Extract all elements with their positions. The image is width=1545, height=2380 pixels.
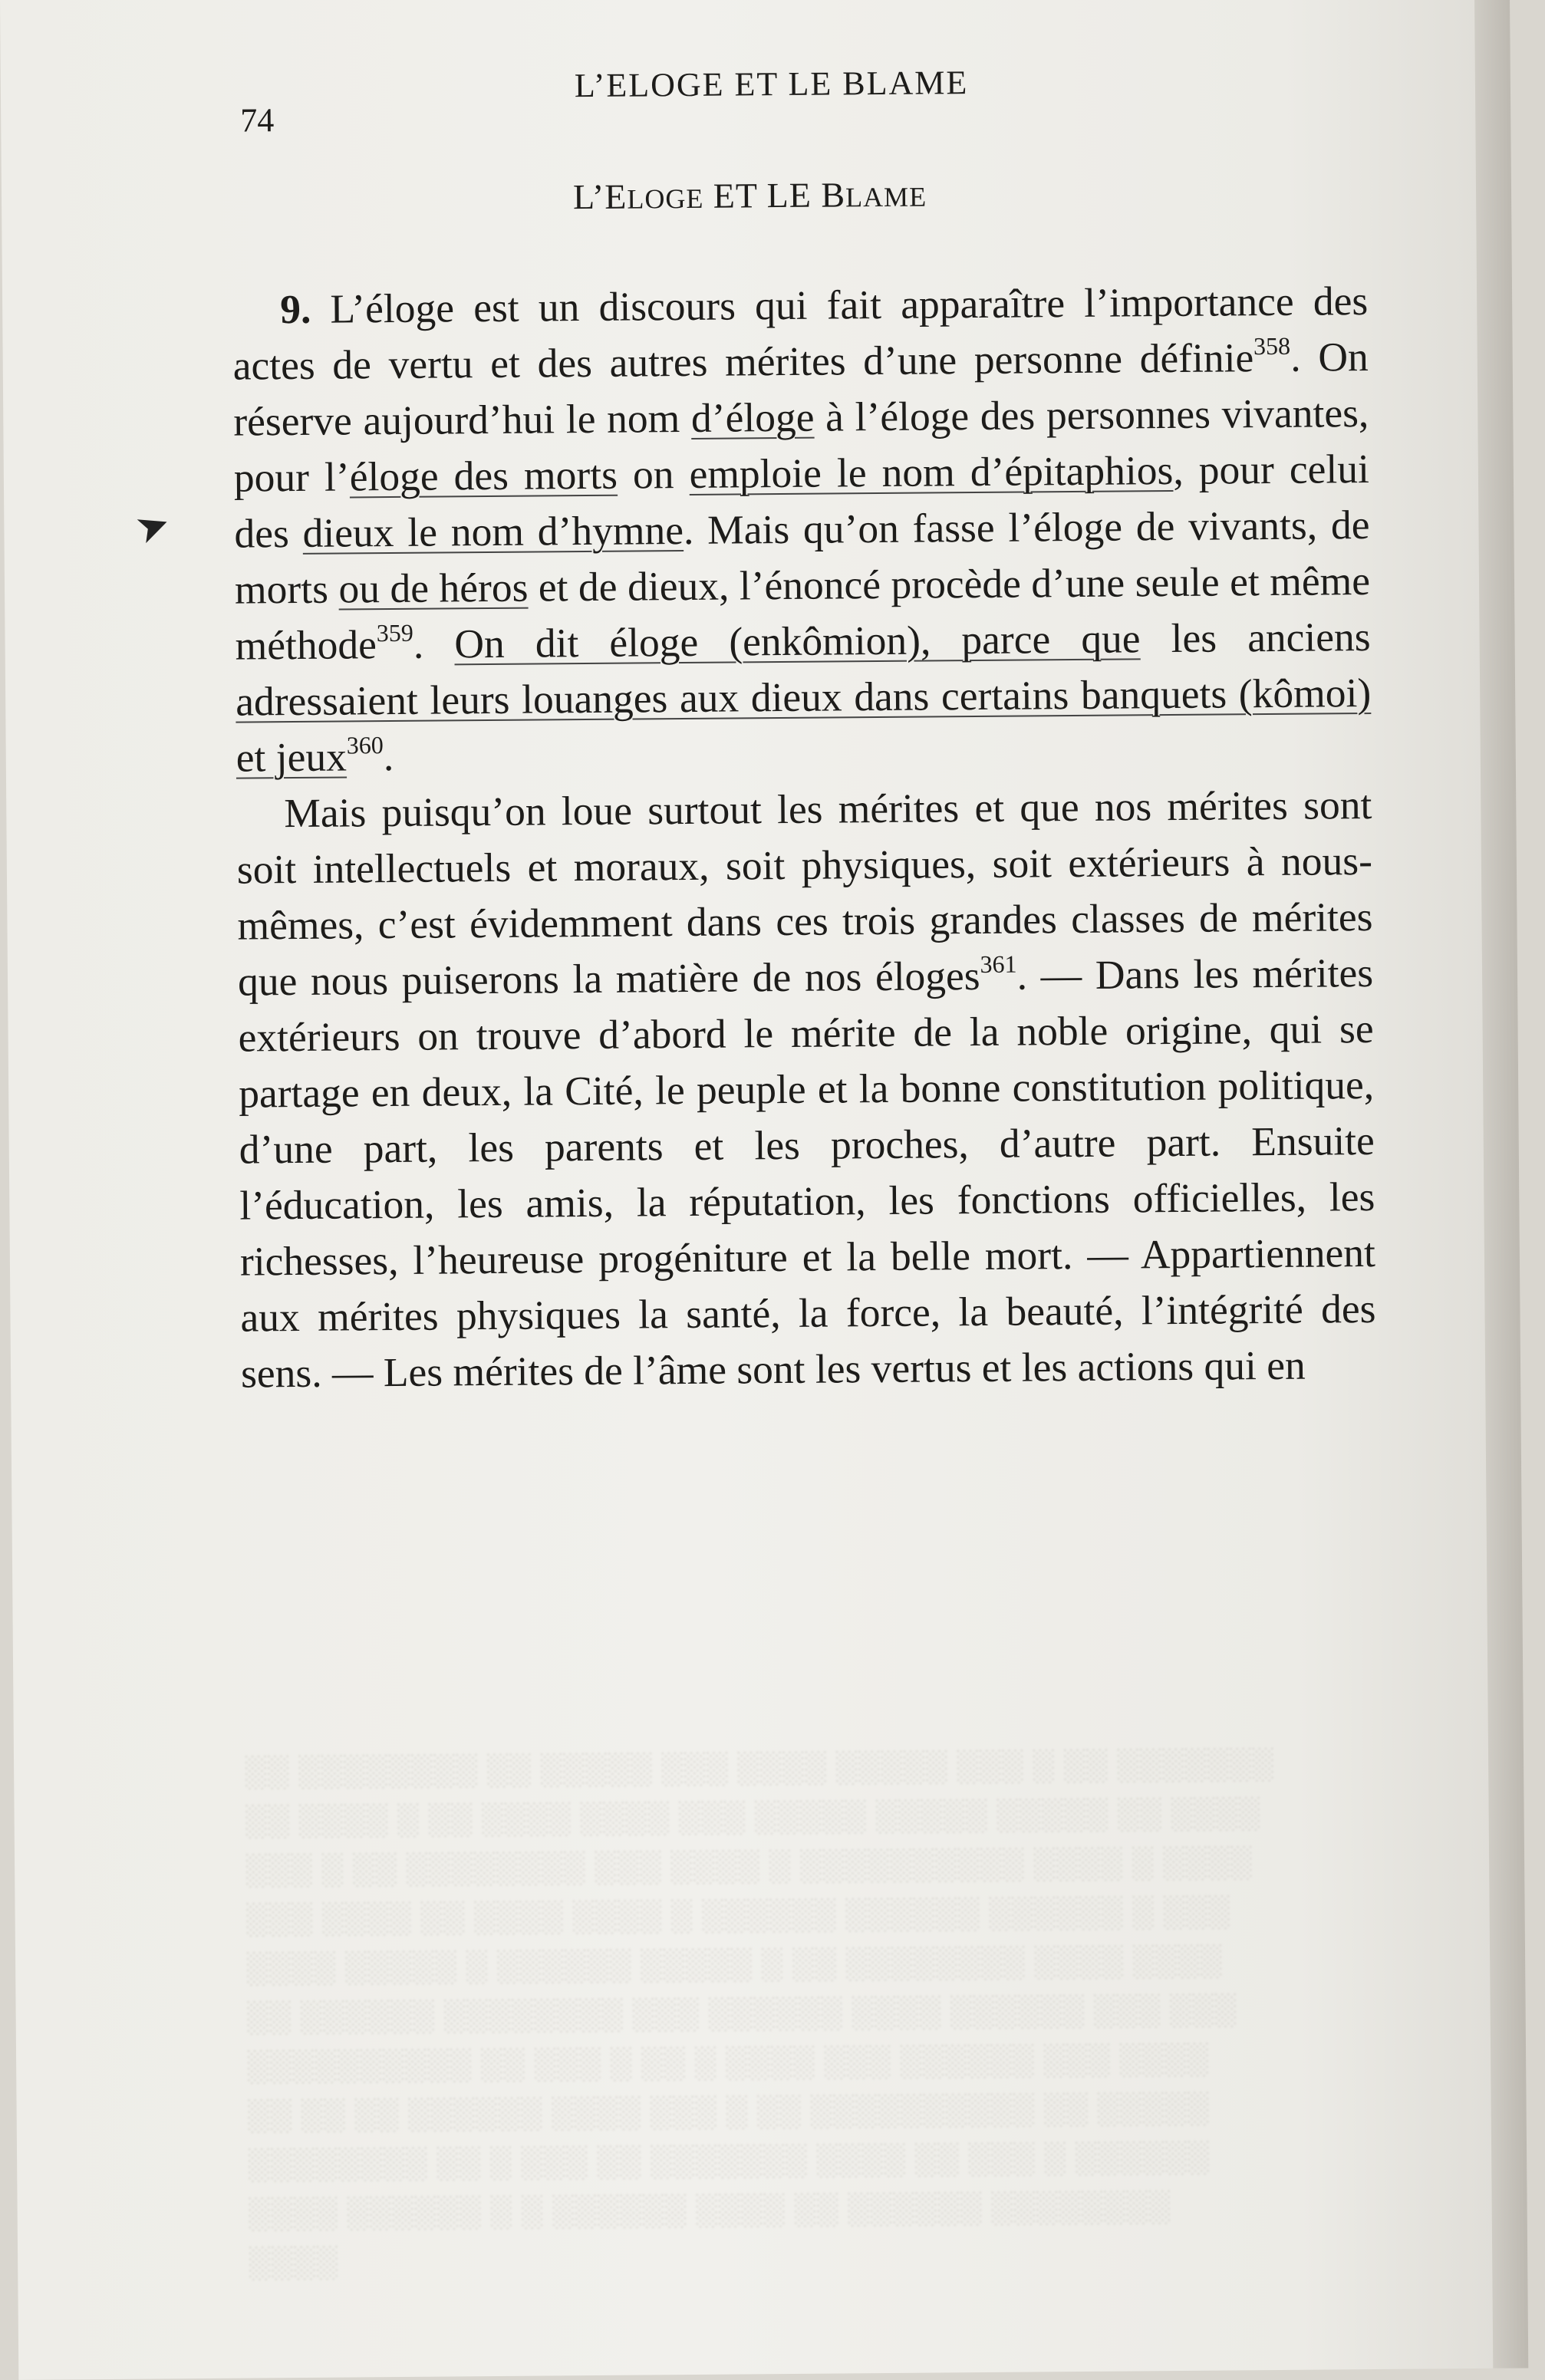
- text-run: à l’éloge des personnes vivantes, pour l’: [233, 390, 1369, 501]
- text-run: L’éloge est un discours qui fait apparaître l’importance des actes de vertu et des autres mérites d’une personne définie: [232, 278, 1369, 389]
- note-ref-359: 359: [376, 618, 413, 647]
- underlined-eloge-des-morts: éloge des morts: [349, 451, 618, 500]
- text-run: on: [617, 450, 690, 498]
- margin-arrow-mark: ➤: [129, 500, 176, 554]
- section-title: [573, 174, 927, 218]
- section-title-initial-2: B: [821, 175, 846, 215]
- text-run: . — Dans les mérites extérieurs on trouve d’abord le mérite de la noble origine, qui se partage en deux, la Cité, le peuple et la bonne constitution politique, d’une part, les parents et les proches, d’autre part. Ensuite l’éducation, les amis, la réputation, les fonctions officielles, les richesses, l’heureuse progéniture et la belle mort. — Appartiennent aux mérites physiques la santé, la force, la beauté, l’intégrité des sens. — Les mérites de l’âme sont les vertus et les actions qui en: [238, 949, 1376, 1397]
- facing-page-edge: [1474, 0, 1528, 2368]
- paragraph-9: [232, 273, 1372, 786]
- underlined-heros: ou de héros: [338, 564, 529, 612]
- paragraph-number: 9.: [279, 285, 311, 333]
- text-run: .: [413, 621, 455, 667]
- section-title-smallcaps-1: LOGE: [627, 183, 704, 215]
- text-run: les anciens: [1140, 613, 1371, 662]
- section-title-initial-1: L’E: [572, 176, 628, 217]
- section-title-middle: ET LE: [703, 175, 822, 216]
- underlined-epitaphios: emploie le nom d’épitaphios: [689, 447, 1174, 497]
- section-title-smallcaps-2: LAME: [845, 181, 927, 213]
- text-run: . On réserve aujourd’hui le nom: [233, 334, 1369, 445]
- text-run: et de dieux, l’énoncé procède d’une seule et même méthode: [235, 557, 1371, 669]
- text-run: , pour celui des: [234, 446, 1370, 557]
- body-text: [232, 273, 1376, 1402]
- text-run: . Mais qu’on fasse l’éloge de vivants, de morts: [234, 501, 1370, 613]
- text-run: Mais puisqu’on loue surtout les mérites et que nos mérites sont soit intellectuels et moraux, soit physiques, soit extérieurs à nous-mêmes, c’est évidemment dans ces trois grandes classes de mérites que nous puiserons la matière de nos éloges: [236, 781, 1373, 1005]
- note-ref-361: 361: [980, 950, 1017, 979]
- note-ref-360: 360: [346, 731, 384, 759]
- show-through-text: ░░ ░░░░░░░░ ░░ ░░░░░ ░░░ ░░░░ ░░░░░ ░░░ ░ ░░ ░░░░░░░ ░░ ░░░░ ░ ░░ ░░░░ ░░░░ ░░░ ░░░░░ ░░░░░ ░░░░░ ░░ ░░░░ ░░░ ░ ░░ ░░░░░░░░ ░░░ ░░░░ ░ ░░░░░░░░░░ ░░░░ ░ ░░░░ ░░░ ░░░░ ░░ ░░░░ ░░░░ ░ ░░░░░░ ░░░░░░ ░░░░░░ ░ ░░░ ░░░░ ░░░░░ ░ ░░░░░░ ░░░░░ ░ ░░ ░░░░░░░░ ░░░░ ░░░░ ░░ ░░░░░░ ░░░░░░░░ ░░░ ░░░░░░ ░░░░ ░░░░░░ ░░░ ░░░ ░░░░░░░░░░ ░░ ░░░ ░ ░░ ░ ░░░░ ░░░ ░░░░░░ ░░░ ░░░░ ░░ ░░ ░░ ░░░░░░ ░░░░ ░░░ ░ ░░ ░░░░░░░░░░ ░░ ░░░░░ ░░░░░░░░ ░░ ░ ░░░ ░░ ░░░░░░░ ░░░░ ░░ ░░░ ░ ░░░░░░ ░░░░ ░░░░░░ ░ ░ ░░░░░░ ░░░░ ░░ ░░░░░░ ░░░░░░░░ ░░░░: [243, 1746, 1274, 2280]
- underlined-enkomion: On dit éloge (enkômion), parce que: [454, 615, 1141, 667]
- underlined-eloge: d’éloge: [690, 393, 815, 441]
- text-run: .: [383, 733, 394, 780]
- page-number: 74: [240, 101, 275, 140]
- running-head: L’ELOGE ET LE BLAME: [574, 64, 969, 105]
- paragraph-merites: [236, 777, 1376, 1402]
- note-ref-358: 358: [1253, 331, 1291, 360]
- underlined-hymne: dieux le nom d’hymne: [302, 507, 684, 556]
- underlined-komoi: adressaient leurs louanges aux dieux dans certains banquets (kômoi) et jeux: [235, 669, 1372, 781]
